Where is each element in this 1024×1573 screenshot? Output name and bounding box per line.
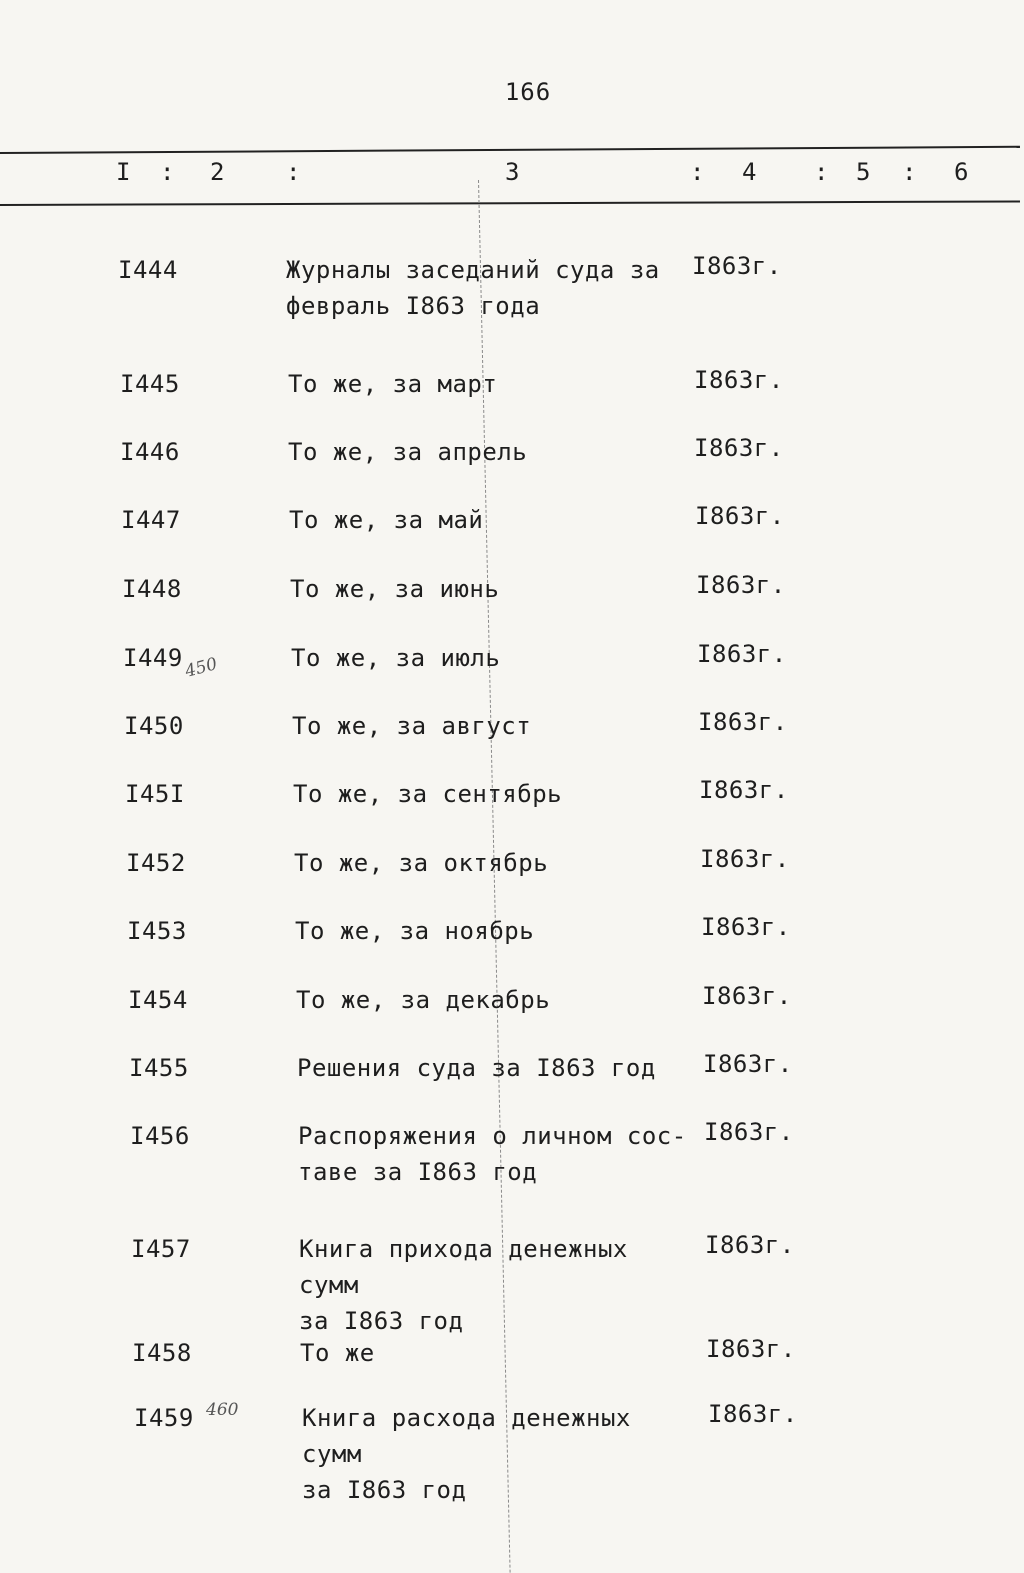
item-title: То же, за октябрь: [294, 849, 549, 877]
column-header-2: 2: [210, 158, 225, 186]
item-title: То же, за март: [288, 370, 498, 398]
column-header-4: 4: [742, 158, 757, 186]
item-number: I448: [122, 575, 182, 603]
item-date: I863г.: [705, 1231, 795, 1259]
item-date: I863г.: [694, 434, 784, 462]
item-title: Решения суда за I863 год: [297, 1054, 656, 1082]
item-title: То же, за ноябрь: [295, 917, 535, 945]
item-title: То же, за апрель: [288, 438, 528, 466]
item-number: I446: [120, 438, 180, 466]
item-title: То же, за май: [289, 506, 484, 534]
item-date: I863г.: [695, 502, 785, 530]
item-title: То же, за декабрь: [296, 986, 551, 1014]
item-title: То же: [300, 1339, 375, 1367]
item-number: I458: [132, 1339, 192, 1367]
item-date: I863г.: [694, 366, 784, 394]
column-header-3: 3: [505, 158, 520, 186]
item-title: Книга прихода денежных сумм за I863 год: [299, 1235, 628, 1335]
item-date: I863г.: [708, 1400, 798, 1428]
item-number: I456: [130, 1122, 190, 1150]
item-number: I444: [118, 256, 178, 284]
item-title: То же, за август: [292, 712, 532, 740]
item-date: I863г.: [703, 1050, 793, 1078]
column-separator: :: [286, 158, 301, 186]
item-title: Журналы заседаний суда за февраль I863 года: [286, 256, 660, 320]
column-separator: :: [902, 158, 917, 186]
item-date: I863г.: [698, 708, 788, 736]
item-number: I453: [127, 917, 187, 945]
handwritten-note: 460: [206, 1400, 239, 1420]
table-header-rule: [0, 200, 1020, 206]
item-number: I454: [128, 986, 188, 1014]
item-number: I452: [126, 849, 186, 877]
item-date: I863г.: [706, 1335, 796, 1363]
column-separator: :: [160, 158, 175, 186]
table-top-rule: [0, 146, 1020, 154]
item-number: I45I: [125, 780, 185, 808]
item-date: I863г.: [700, 845, 790, 873]
page-number: 166: [504, 78, 552, 106]
column-header-5: 5: [856, 158, 871, 186]
item-date: I863г.: [699, 776, 789, 804]
item-date: I863г.: [697, 640, 787, 668]
item-title: То же, за июнь: [290, 575, 500, 603]
item-date: I863г.: [696, 571, 786, 599]
item-number: I449: [123, 644, 183, 672]
item-title: Распоряжения о личном сос- таве за I863 год: [298, 1122, 687, 1186]
item-number: I459: [134, 1404, 194, 1432]
item-number: I445: [120, 370, 180, 398]
handwritten-note: 450: [182, 654, 220, 682]
item-date: I863г.: [704, 1118, 794, 1146]
item-title: То же, за июль: [291, 644, 501, 672]
column-separator: :: [690, 158, 705, 186]
item-number: I457: [131, 1235, 191, 1263]
item-number: I450: [124, 712, 184, 740]
item-date: I863г.: [692, 252, 782, 280]
item-title: То же, за сентябрь: [293, 780, 563, 808]
item-date: I863г.: [702, 982, 792, 1010]
item-title: Книга расхода денежных сумм за I863 год: [302, 1404, 631, 1504]
column-separator: :: [814, 158, 829, 186]
column-header-6: 6: [954, 158, 969, 186]
item-number: I447: [121, 506, 181, 534]
column-header-1: I: [116, 158, 131, 186]
item-number: I455: [129, 1054, 189, 1082]
item-date: I863г.: [701, 913, 791, 941]
column-header-row: [0, 158, 1020, 194]
